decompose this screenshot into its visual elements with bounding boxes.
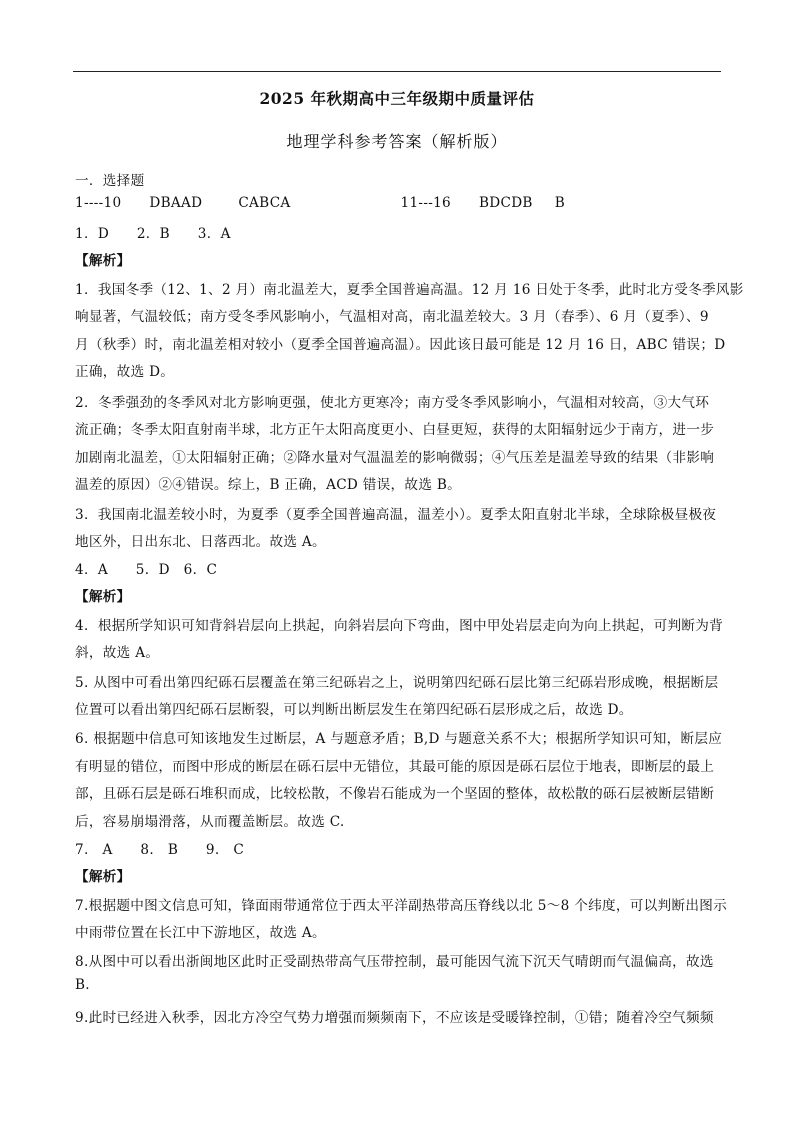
analysis-label: 【解析】 <box>75 589 131 605</box>
paragraph-line: 1．我国冬季（12、1、2 月）南北温差大，夏季全国普遍高温。12 月 16 日处于冬季，此时北方受冬季风影 <box>75 282 744 298</box>
paragraph-line: 月（秋季）时，南北温差相对较小（夏季全国普遍高温）。因此该日最可能是 12 月 16 日，ABC 错误；D <box>75 337 726 353</box>
section-heading: 一．选择题 <box>75 173 145 189</box>
answer-group-1: DBAAD <box>149 195 203 211</box>
answer-key-row <box>75 195 725 211</box>
paragraph-line: 温差的原因）②④错误。综上，B 正确，ACD 错误，故选 B。 <box>75 477 462 493</box>
answer-line: 1．D 2．B 3．A <box>75 226 231 242</box>
paragraph-line: 正确，故选 D。 <box>75 364 175 380</box>
page-subtitle: 地理学科参考答案（解析版） <box>286 132 508 151</box>
paragraph-line: 流正确；冬季太阳直射南半球，北方正午太阳高度更小、白昼更短，获得的太阳辐射远少于南方，进一步 <box>75 422 715 438</box>
paragraph-line: 6. 根据题中信息可知该地发生过断层，A 与题意矛盾；B,D 与题意关系不大；根据所学知识可知，断层应 <box>75 731 723 747</box>
header-rule <box>73 71 721 72</box>
paragraph-line: 响显著，气温较低；南方受冬季风影响小，气温相对高，南北温差较大。3 月（春季）、6 月（夏季）、9 <box>75 309 709 325</box>
answer-line: 7. A 8. B 9. C <box>75 842 245 858</box>
answer-group-2: CABCA <box>238 195 291 211</box>
paragraph-line: 9.此时已经进入秋季，因北方冷空气势力增强而频频南下，不应该是受暖锋控制，①错；随着冷空气频频 <box>75 1010 714 1026</box>
paragraph-line: 3．我国南北温差较小时，为夏季（夏季全国普遍高温，温差小）。夏季太阳直射北半球，全球除极昼极夜 <box>75 507 717 523</box>
answer-group-4: B <box>554 195 565 211</box>
page-title: 2025 年秋期高中三年级期中质量评估 <box>259 89 535 108</box>
paragraph-line: 加剧南北温差，①太阳辐射正确；②降水量对气温温差的影响微弱；④气压差是温差导致的结果（非影响 <box>75 450 715 466</box>
paragraph-line: 地区外，日出东北、日落西北。故选 A。 <box>75 534 326 550</box>
paragraph-line: 5. 从图中可看出第四纪砾石层覆盖在第三纪砾岩之上，说明第四纪砾石层比第三纪砾岩形成晚，根据断层 <box>75 675 719 691</box>
paragraph-line: 2．冬季强劲的冬季风对北方影响更强，使北方更寒冷；南方受冬季风影响小，气温相对较高，③大气环 <box>75 395 710 411</box>
paragraph-line: 8.从图中可以看出浙闽地区此时正受副热带高气压带控制，最可能因气流下沉天气晴朗而气温偏高，故选 <box>75 954 714 970</box>
paragraph-line: 部，且砾石层是砾石堆积而成，比较松散，不像岩石能成为一个坚固的整体，故松散的砾石层被断层错断 <box>75 786 715 802</box>
paragraph-line: 4．根据所学知识可知背斜岩层向上拱起，向斜岩层向下弯曲，图中甲处岩层走向为向上拱起，可判断为背 <box>75 618 724 634</box>
answer-range-2: 11---16 <box>400 195 452 211</box>
answer-group-3: BDCDB <box>479 195 533 211</box>
paragraph-line: 有明显的错位，而图中形成的断层在砾石层中无错位，其最可能的原因是砾石层位于地表，即断层的最上 <box>75 759 715 775</box>
answer-line: 4．A 5．D 6．C <box>75 562 218 578</box>
paragraph-line: 中雨带位置在长江中下游地区，故选 A。 <box>75 925 326 941</box>
answer-range-1: 1----10 <box>75 195 122 211</box>
paragraph-line: 7.根据题中图文信息可知，锋面雨带通常位于西太平洋副热带高压脊线以北 5～8 个纬度，可以判断出图示 <box>75 898 728 914</box>
analysis-label: 【解析】 <box>75 869 131 885</box>
paragraph-line: B. <box>75 977 90 993</box>
paragraph-line: 斜，故选 A。 <box>75 645 160 661</box>
paragraph-line: 位置可以看出第四纪砾石层断裂，可以判断出断层发生在第四纪砾石层形成之后，故选 D。 <box>75 702 633 718</box>
paragraph-line: 后，容易崩塌滑落，从而覆盖断层。故选 C. <box>75 814 345 830</box>
analysis-label: 【解析】 <box>75 253 131 269</box>
